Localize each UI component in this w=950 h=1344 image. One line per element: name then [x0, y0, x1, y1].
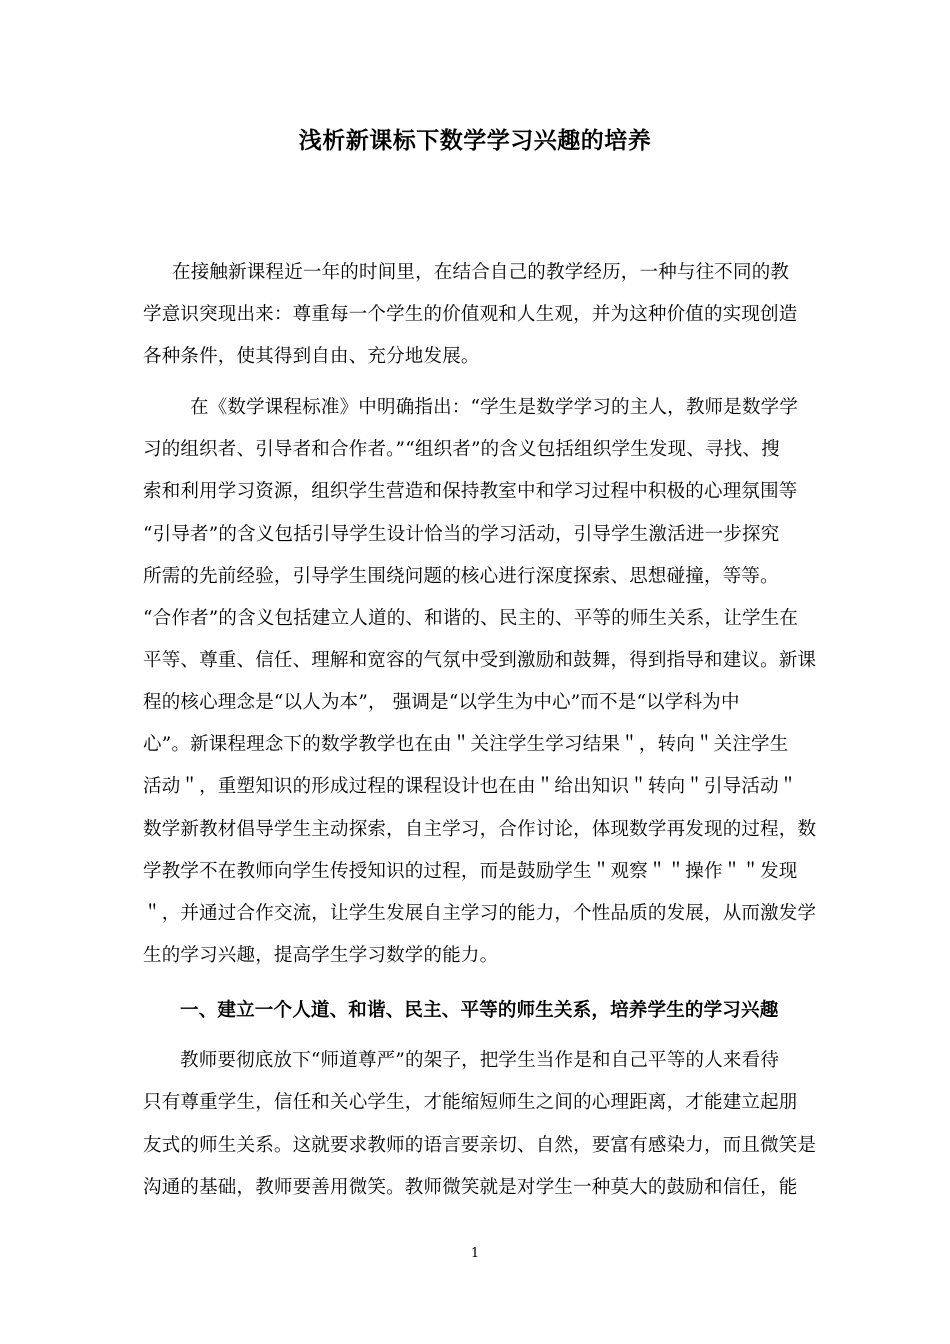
document-title: 浅析新课标下数学学习兴趣的培养	[298, 127, 652, 154]
paragraph-line: “引导者”的含义包括引导学生设计恰当的学习活动，引导学生激活进一步探究	[143, 524, 780, 545]
paragraph-line: 在《数学课程标准》中明确指出：“学生是数学学习的主人，教师是数学学	[190, 397, 799, 418]
paragraph-line: 心”。新课程理念下的数学教学也在由＂关注学生学习结果＂，转向＂关注学生	[143, 734, 789, 755]
paragraph-line: 沟通的基础，教师要善用微笑。教师微笑就是对学生一种莫大的鼓励和信任，能	[143, 1177, 798, 1198]
paragraph-line: 习的组织者、引导者和合作者。”“组织者”的含义包括组织学生发现、寻找、搜	[143, 439, 780, 460]
paragraph-line: ＂，并通过合作交流，让学生发展自主学习的能力，个性品质的发展，从而激发学	[143, 903, 817, 924]
paragraph-line: 生的学习兴趣，提高学生学习数学的能力。	[143, 945, 499, 966]
paragraph-line: “合作者”的含义包括建立人道的、和谐的、民主的、平等的师生关系，让学生在	[143, 608, 799, 629]
paragraph-line: 数学新教材倡导学生主动探索，自主学习，合作讨论，体现数学再发现的过程，数	[143, 819, 817, 840]
paragraph-line: 在接触新课程近一年的时间里，在结合自己的教学经历，一种与往不同的教	[172, 262, 790, 283]
page-number: 1	[470, 1246, 480, 1261]
paragraph-line: 所需的先前经验，引导学生围绕问题的核心进行深度探索、思想碰撞，等等。	[143, 566, 779, 587]
paragraph-line: 教师要彻底放下“师道尊严”的架子，把学生当作是和自己平等的人来看待	[180, 1050, 780, 1071]
paragraph-line: 程的核心理念是“以人为本”， 强调是“以学生为中心”而不是“以学科为中	[143, 692, 740, 713]
paragraph-line: 活动＂，重塑知识的形成过程的课程设计也在由＂给出知识＂转向＂引导活动＂	[143, 776, 798, 797]
paragraph-line: 只有尊重学生，信任和关心学生，才能缩短师生之间的心理距离，才能建立起朋	[143, 1092, 798, 1113]
paragraph-line: 各种条件，使其得到自由、充分地发展。	[143, 346, 480, 367]
section-heading: 一、建立一个人道、和谐、民主、平等的师生关系，培养学生的学习兴趣	[180, 1000, 779, 1021]
paragraph-line: 友式的师生关系。这就要求教师的语言要亲切、自然，要富有感染力，而且微笑是	[143, 1135, 817, 1156]
paragraph-line: 索和利用学习资源，组织学生营造和保持教室中和学习过程中积极的心理氛围等	[143, 481, 798, 502]
paragraph-line: 学意识突现出来：尊重每一个学生的价值观和人生观，并为这种价值的实现创造	[143, 304, 798, 325]
paragraph-line: 平等、尊重、信任、理解和宽容的气氛中受到激励和鼓舞，得到指导和建议。新课	[143, 650, 817, 671]
paragraph-line: 学教学不在教师向学生传授知识的过程，而是鼓励学生＂观察＂＂操作＂＂发现	[143, 861, 798, 882]
